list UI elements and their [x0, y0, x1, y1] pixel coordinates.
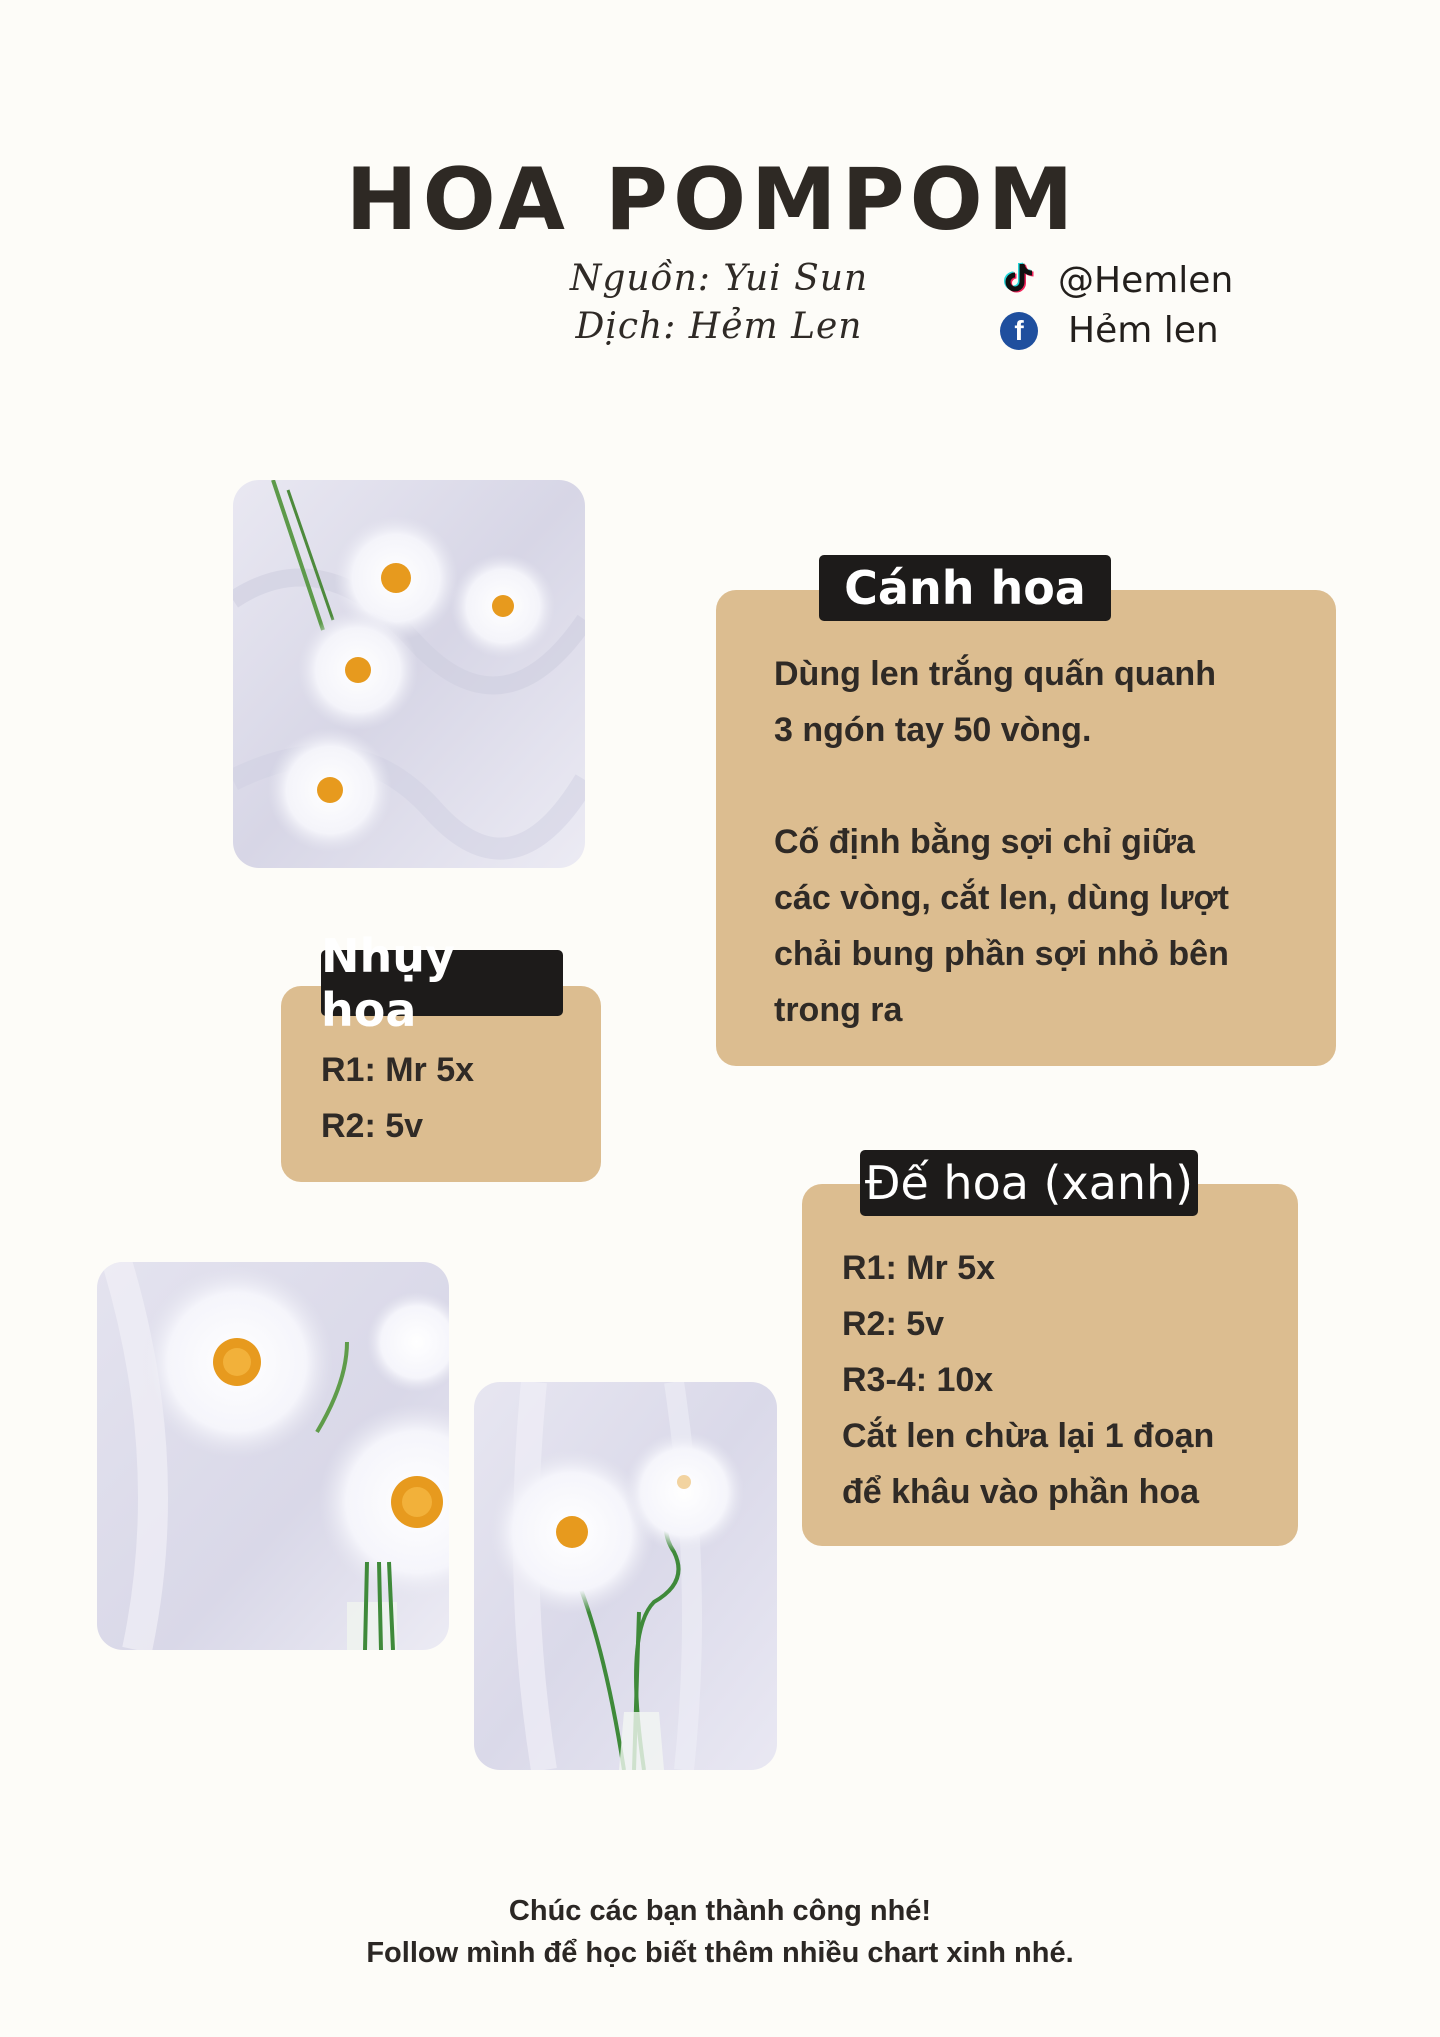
instruction-line: R1: Mr 5x [321, 1051, 475, 1089]
footer-follow: Follow mình để học biết thêm nhiều chart xinh nhé. [366, 1937, 1074, 1969]
footer-message: Chúc các bạn thành công nhé! [508, 1895, 932, 1927]
flower-photo-bottom-left [97, 1262, 449, 1650]
petals-instructions [774, 646, 1314, 1038]
petals-label: Cánh hoa [819, 555, 1111, 621]
base-instructions [842, 1240, 1282, 1520]
instruction-line: 3 ngón tay 50 vòng. [774, 711, 1092, 749]
flower-photo-top [233, 480, 585, 868]
instruction-line: Cắt len chừa lại 1 đoạn [842, 1417, 1215, 1455]
instruction-line: để khâu vào phần hoa [842, 1473, 1200, 1511]
instruction-line: R2: 5v [321, 1107, 424, 1145]
instruction-line: Cố định bằng sợi chỉ giữa [774, 823, 1195, 861]
tiktok-handle: @Hemlen [1058, 260, 1234, 301]
instruction-line [774, 758, 1314, 814]
facebook-name: Hẻm len [1068, 310, 1219, 351]
tiktok-link[interactable] [1000, 258, 1233, 303]
instruction-line: chải bung phần sợi nhỏ bên [774, 935, 1229, 973]
instruction-line: Dùng len trắng quấn quanh [774, 655, 1216, 693]
base-card [802, 1184, 1298, 1546]
instruction-line: các vòng, cắt len, dùng lượt [774, 879, 1229, 917]
instruction-line: trong ra [774, 991, 903, 1029]
tiktok-icon [1000, 258, 1040, 303]
translator-credit: Dịch: Hẻm Len [575, 306, 863, 347]
facebook-link[interactable] [1000, 310, 1219, 351]
flower-photo-bottom-middle [474, 1382, 777, 1770]
facebook-icon: f [1000, 312, 1038, 350]
instruction-line: R1: Mr 5x [842, 1249, 996, 1287]
center-instructions [321, 1042, 591, 1154]
base-label: Đế hoa (xanh) [860, 1150, 1198, 1216]
instruction-line: R3-4: 10x [842, 1361, 994, 1399]
source-credit: Nguồn: Yui Sun [569, 258, 869, 299]
petals-card [716, 590, 1336, 1066]
center-label: Nhụy hoa [321, 950, 563, 1016]
instruction-line: R2: 5v [842, 1305, 945, 1343]
page-title: HOA POMPOM [345, 150, 1079, 250]
